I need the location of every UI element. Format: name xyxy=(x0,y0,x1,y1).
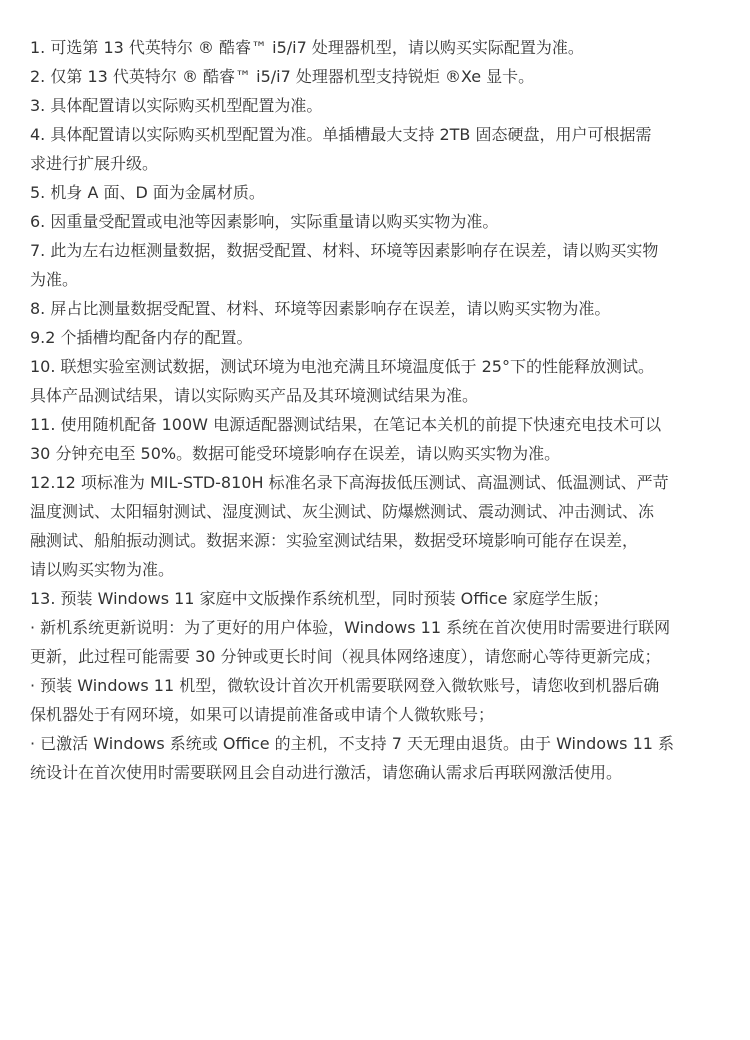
footnote-line: 保机器处于有网环境，如果可以请提前准备或申请个人微软账号； xyxy=(30,705,495,724)
footnote-line: 11. 使用随机配备 100W 电源适配器测试结果，在笔记本关机的前提下快速充电技术可以 xyxy=(30,415,662,434)
footnote-line: · 新机系统更新说明：为了更好的用户体验，Windows 11 系统在首次使用时需要进行联网 xyxy=(30,618,671,637)
footnote-line: 2. 仅第 13 代英特尔 ® 酷睿™ i5/i7 处理器机型支持锐炬 ®Xe 显卡。 xyxy=(30,67,535,86)
footnote-line: · 已激活 Windows 系统或 Office 的主机，不支持 7 天无理由退货。由于 Windows 11 系 xyxy=(30,734,675,753)
footnote-line: 5. 机身 A 面、D 面为金属材质。 xyxy=(30,183,265,202)
footnote-line: 1. 可选第 13 代英特尔 ® 酷睿™ i5/i7 处理器机型，请以购买实际配置为准。 xyxy=(30,38,584,57)
footnote-line: 9.2 个插槽均配备内存的配置。 xyxy=(30,328,253,347)
footnote-line: 3. 具体配置请以实际购买机型配置为准。 xyxy=(30,96,323,115)
footnote-line: 4. 具体配置请以实际购买机型配置为准。单插槽最大支持 2TB 固态硬盘，用户可根据需 xyxy=(30,125,652,144)
footnote-line: 求进行扩展升级。 xyxy=(30,154,159,173)
footnote-line: 8. 屏占比测量数据受配置、材料、环境等因素影响存在误差，请以购买实物为准。 xyxy=(30,299,611,318)
footnote-line: · 预装 Windows 11 机型，微软设计首次开机需要联网登入微软账号，请您收到机器后确 xyxy=(30,676,660,695)
footnote-line: 7. 此为左右边框测量数据，数据受配置、材料、环境等因素影响存在误差，请以购买实物 xyxy=(30,241,659,260)
footnote-line: 具体产品测试结果，请以实际购买产品及其环境测试结果为准。 xyxy=(30,386,479,405)
footnote-line: 请以购买实物为准。 xyxy=(30,560,175,579)
footnote-line: 统设计在首次使用时需要联网且会自动进行激活，请您确认需求后再联网激活使用。 xyxy=(30,763,623,782)
footnote-line: 12.12 项标准为 MIL-STD-810H 标准名录下高海拔低压测试、高温测试、低温测试、严苛 xyxy=(30,473,669,492)
footnote-line: 为准。 xyxy=(30,270,79,289)
footnote-line: 13. 预装 Windows 11 家庭中文版操作系统机型，同时预装 Office 家庭学生版； xyxy=(30,589,609,608)
footnote-line: 6. 因重量受配置或电池等因素影响，实际重量请以购买实物为准。 xyxy=(30,212,499,231)
footnote-line: 更新，此过程可能需要 30 分钟或更长时间（视具体网络速度），请您耐心等待更新完成； xyxy=(30,647,661,666)
footnote-line: 温度测试、太阳辐射测试、湿度测试、灰尘测试、防爆燃测试、震动测试、冲击测试、冻 xyxy=(30,502,655,521)
footnote-line: 10. 联想实验室测试数据，测试环境为电池充满且环境温度低于 25°下的性能释放测试。 xyxy=(30,357,654,376)
footnote-line: 30 分钟充电至 50%。数据可能受环境影响存在误差，请以购买实物为准。 xyxy=(30,444,561,463)
footnotes-section xyxy=(30,33,738,787)
footnote-line: 融测试、船舶振动测试。数据来源：实验室测试结果，数据受环境影响可能存在误差， xyxy=(30,531,639,550)
